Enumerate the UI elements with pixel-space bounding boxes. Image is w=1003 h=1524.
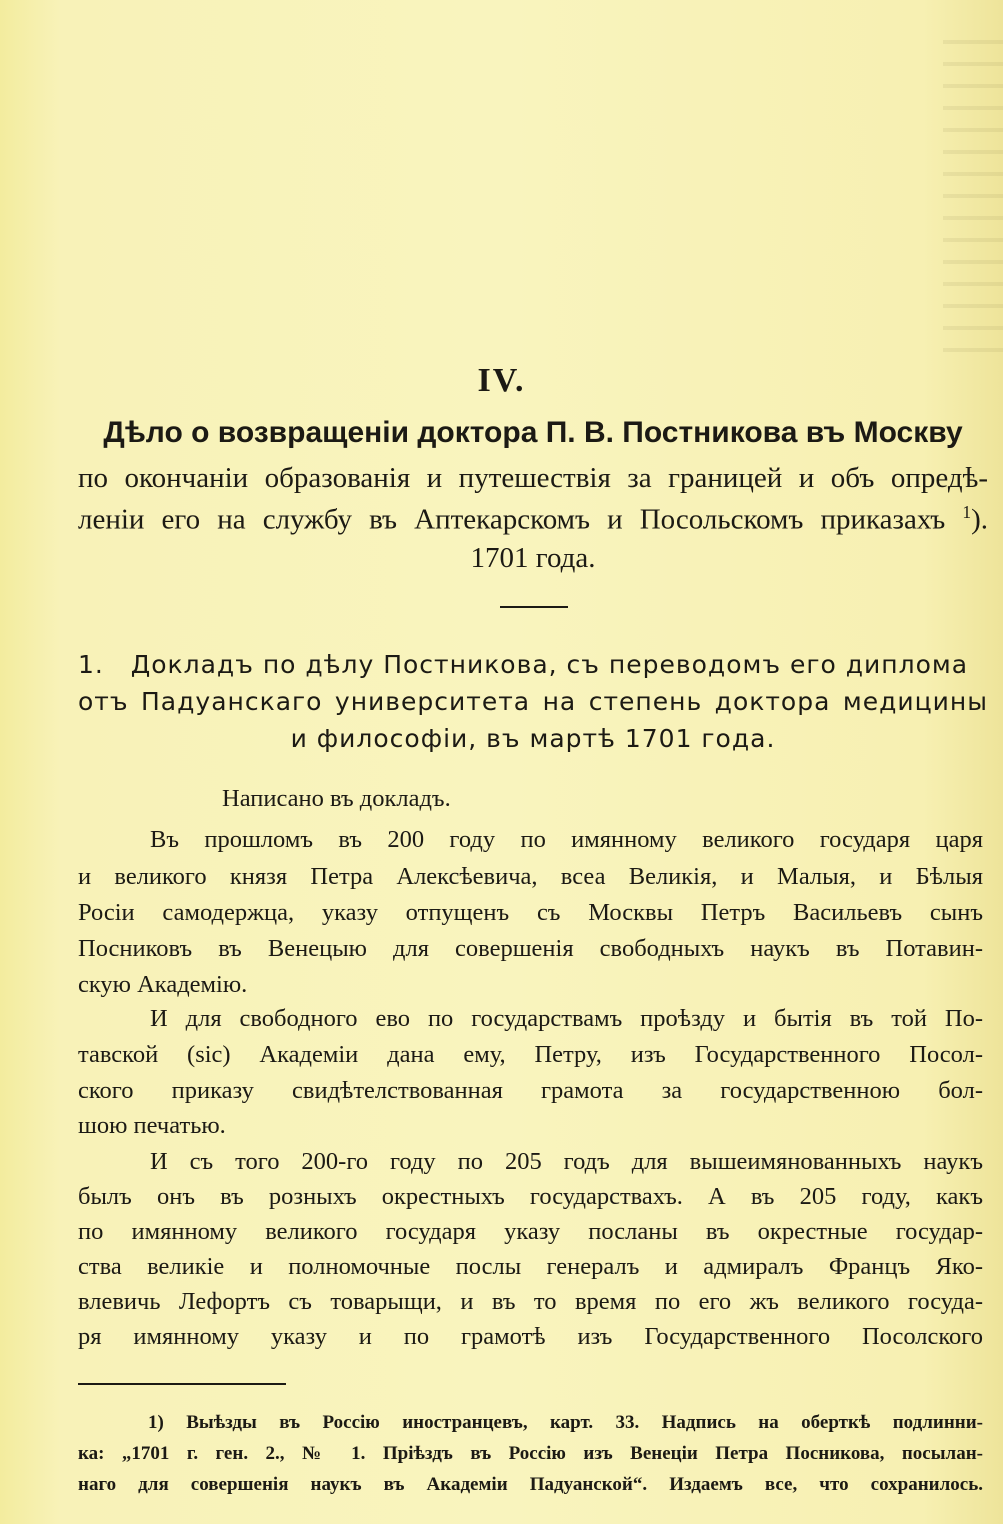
body-line-2: Въ прошломъ въ 200 году по имянному великого государя царя — [150, 826, 983, 853]
body-line-11: И съ того 200-го году по 205 годъ для вышеимянованныхъ наукъ — [150, 1148, 983, 1175]
footnote-line-2: ка: „1701 г. ген. 2., № 1. Пріѣздъ въ Россію изъ Венеціи Петра Посникова, посылан- — [78, 1443, 983, 1464]
subtitle-line-3: 1701 года. — [470, 542, 596, 574]
body-line-15: влевичь Лефортъ съ товарыщи, и въ то время по его жъ великого госуда- — [78, 1288, 983, 1315]
body-line-13: по имянному великого государя указу посланы въ окрестные государ- — [78, 1218, 983, 1245]
section-number: 1. — [78, 650, 104, 679]
body-line-9: ского приказу свидѣтелствованная грамота за государственною бол- — [78, 1077, 983, 1104]
body-line-1: Написано въ докладъ. — [222, 785, 451, 812]
subtitle-line-1: по окончаніи образованія и путешествія за границей и объ опредѣ- — [78, 462, 988, 494]
footnote-divider — [78, 1383, 286, 1385]
body-line-4: Росіи самодержца, указу отпущенъ съ Москвы Петръ Васильевъ сынъ — [78, 899, 983, 926]
body-line-10: шою печатью. — [78, 1112, 226, 1139]
body-line-8: тавской (sic) Академіи дана ему, Петру, изъ Государственного Посол- — [78, 1041, 983, 1068]
body-line-16: ря имянному указу и по грамотѣ изъ Государственного Посолского — [78, 1323, 983, 1350]
section-heading-line-3: и философіи, въ мартѣ 1701 года. — [290, 724, 776, 753]
subtitle-line-2 — [78, 502, 988, 537]
body-line-7: И для свободного ево по государствамъ проѣзду и бытія въ той По- — [150, 1005, 983, 1032]
footnote-mark: 1 — [962, 502, 972, 522]
bleed-through-texture — [943, 40, 1003, 370]
subtitle-line-2-text: леніи его на службу въ Аптекарскомъ и Посольскомъ приказахъ — [78, 503, 946, 536]
section-heading-line-1 — [78, 650, 988, 679]
body-line-14: ства великіе и полномочные послы генералъ и адмиралъ Францъ Яко- — [78, 1253, 983, 1280]
section-line-1-text: Докладъ по дѣлу Постникова, съ переводомъ его диплома — [130, 650, 969, 679]
body-line-6: скую Академію. — [78, 971, 248, 998]
document-title: Дѣло о возвращеніи доктора П. В. Постникова въ Москву — [103, 416, 963, 449]
subtitle-tail: ). — [971, 503, 989, 536]
body-line-3: и великого князя Петра Алексѣевича, всеа Великія, и Малыя, и Бѣлыя — [78, 863, 983, 890]
footnote-line-3: наго для совершенія наукъ въ Академіи Падуанской“. Издаемъ все, что сохранилось. — [78, 1474, 983, 1495]
body-line-5: Посниковъ въ Венецыю для совершенія свободныхъ наукъ въ Потавин- — [78, 935, 983, 962]
chapter-number: IV. — [477, 362, 526, 399]
section-heading-line-2: отъ Падуанскаго университета на степень доктора медицины — [78, 687, 988, 716]
title-divider — [500, 606, 568, 608]
body-line-12: былъ онъ въ розныхъ окрестныхъ государствахъ. А въ 205 году, какъ — [78, 1183, 983, 1210]
footnote-line-1: 1) Выѣзды въ Россію иностранцевъ, карт. 33. Надпись на оберткѣ подлинни- — [148, 1412, 983, 1433]
